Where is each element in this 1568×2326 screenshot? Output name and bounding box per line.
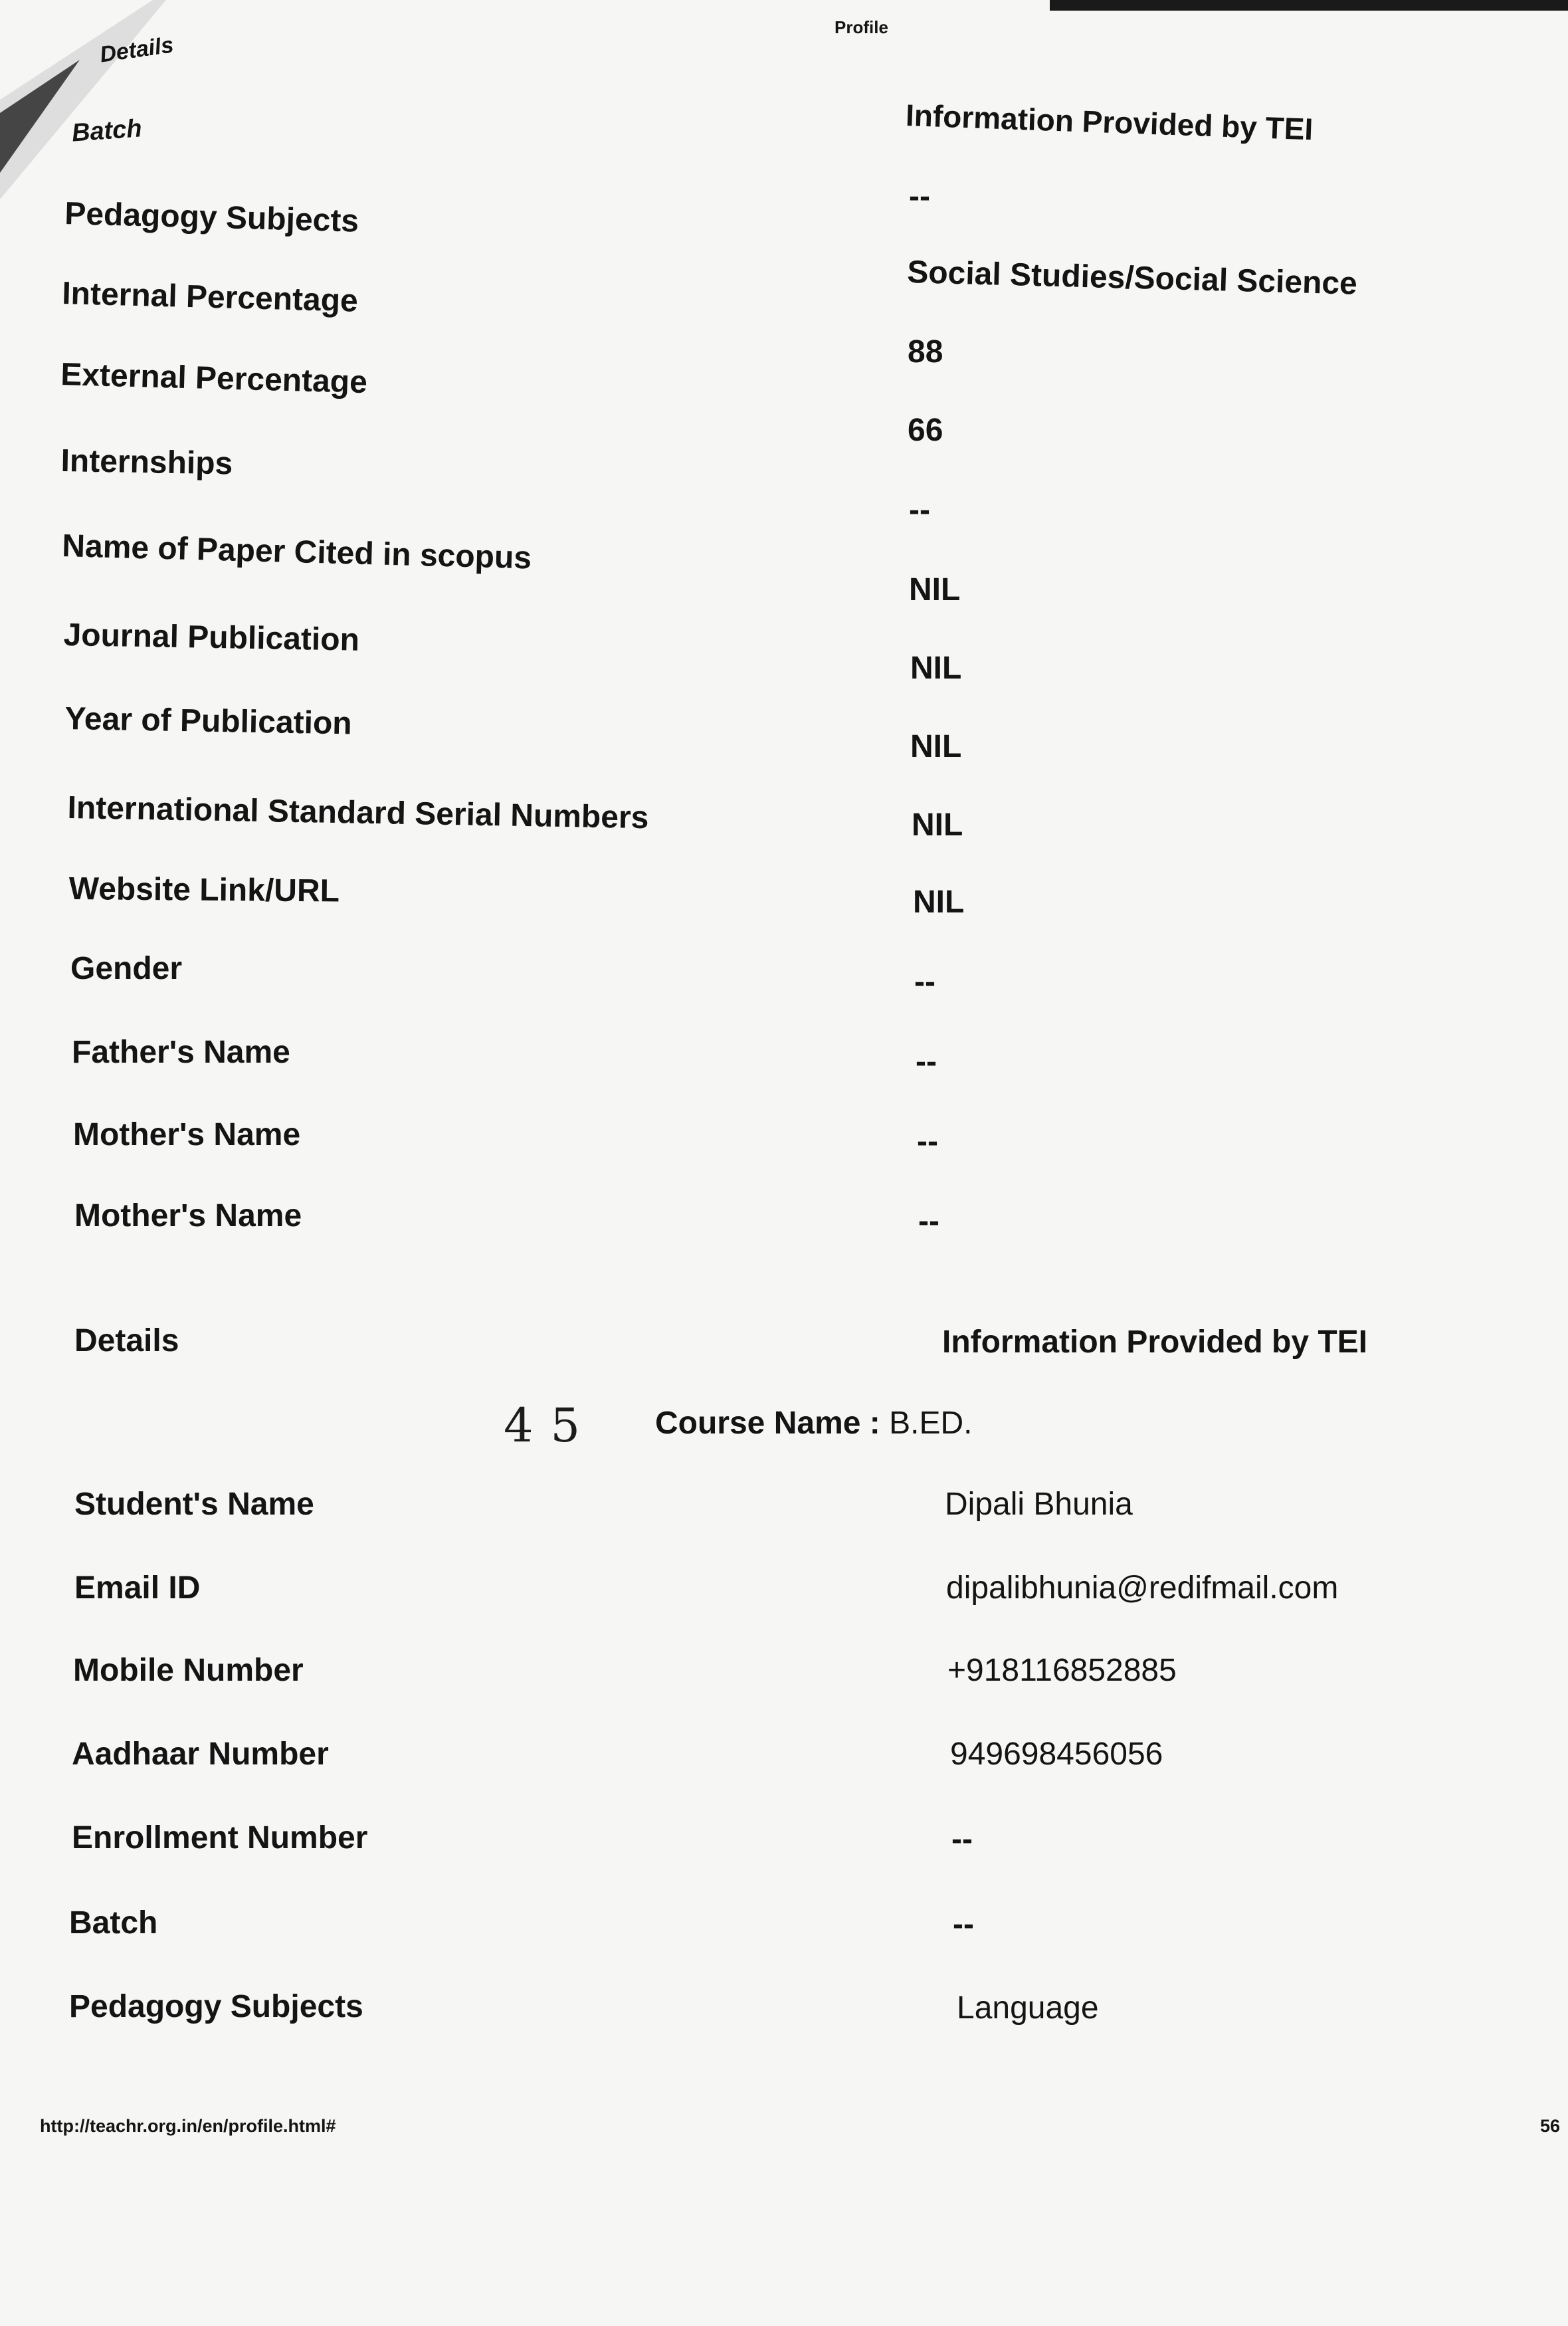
handwritten-number: 45 bbox=[504, 1398, 598, 1453]
row-label: External Percentage bbox=[60, 357, 368, 401]
course-name-line bbox=[655, 1408, 972, 1439]
row-value: Social Studies/Social Science bbox=[906, 255, 1358, 302]
row-value: +918116852885 bbox=[947, 1653, 1177, 1688]
row-label: Name of Paper Cited in scopus bbox=[61, 528, 532, 576]
row-label: Internal Percentage bbox=[61, 276, 359, 319]
row-label: Aadhaar Number bbox=[72, 1737, 329, 1772]
row-label: Father's Name bbox=[72, 1035, 290, 1070]
course-name-value: B.ED. bbox=[889, 1406, 973, 1441]
row-value: 949698456056 bbox=[950, 1737, 1163, 1772]
row-value: NIL bbox=[910, 651, 962, 686]
row-label: Mother's Name bbox=[73, 1117, 301, 1152]
row-label: Mother's Name bbox=[74, 1198, 302, 1233]
row-value: NIL bbox=[913, 885, 965, 920]
folded-corner bbox=[0, 0, 173, 199]
row-label: Pedagogy Subjects bbox=[64, 196, 359, 239]
row-value: 88 bbox=[908, 334, 943, 370]
row-value: -- bbox=[914, 964, 935, 1000]
row-label: Student's Name bbox=[74, 1487, 314, 1522]
row-value: -- bbox=[916, 1044, 937, 1079]
row-value: -- bbox=[917, 1124, 938, 1159]
row-value: Dipali Bhunia bbox=[945, 1487, 1133, 1522]
row-value: -- bbox=[909, 492, 930, 528]
row-label: Batch bbox=[69, 1905, 158, 1941]
row-label: Enrollment Number bbox=[72, 1820, 368, 1855]
row-label: Mobile Number bbox=[73, 1653, 304, 1688]
section1-header-details: Details bbox=[98, 32, 175, 68]
page-number: 56 bbox=[1540, 2116, 1561, 2136]
row-value: 66 bbox=[908, 413, 943, 448]
row-value: Language bbox=[957, 1990, 1099, 2026]
row-label: Batch bbox=[70, 114, 143, 148]
row-value: NIL bbox=[910, 729, 962, 764]
row-label: Email ID bbox=[74, 1570, 201, 1606]
row-label: Pedagogy Subjects bbox=[69, 1989, 363, 2024]
scan-edge-shadow bbox=[1050, 0, 1568, 11]
row-value: NIL bbox=[909, 572, 961, 607]
row-value: -- bbox=[909, 179, 930, 214]
section2-header-info: Information Provided by TEI bbox=[942, 1324, 1368, 1360]
row-label: Journal Publication bbox=[63, 617, 360, 658]
row-value: NIL bbox=[912, 807, 963, 843]
row-label: Gender bbox=[70, 951, 183, 986]
page-header-title: Profile bbox=[834, 17, 888, 37]
section2-header-details: Details bbox=[74, 1323, 179, 1358]
row-value: -- bbox=[918, 1204, 939, 1239]
row-value: -- bbox=[953, 1907, 974, 1942]
row-label: Internships bbox=[60, 443, 233, 482]
row-label: Website Link/URL bbox=[68, 871, 340, 909]
section1-header-info: Information Provided by TEI bbox=[905, 98, 1314, 147]
row-value: dipalibhunia@redifmail.com bbox=[946, 1570, 1339, 1606]
row-label: International Standard Serial Numbers bbox=[67, 790, 649, 836]
row-value: -- bbox=[951, 1822, 973, 1857]
course-name-label: Course Name : bbox=[655, 1406, 880, 1441]
row-label: Year of Publication bbox=[64, 701, 353, 742]
footer-url: http://teachr.org.in/en/profile.html# bbox=[40, 2116, 336, 2136]
